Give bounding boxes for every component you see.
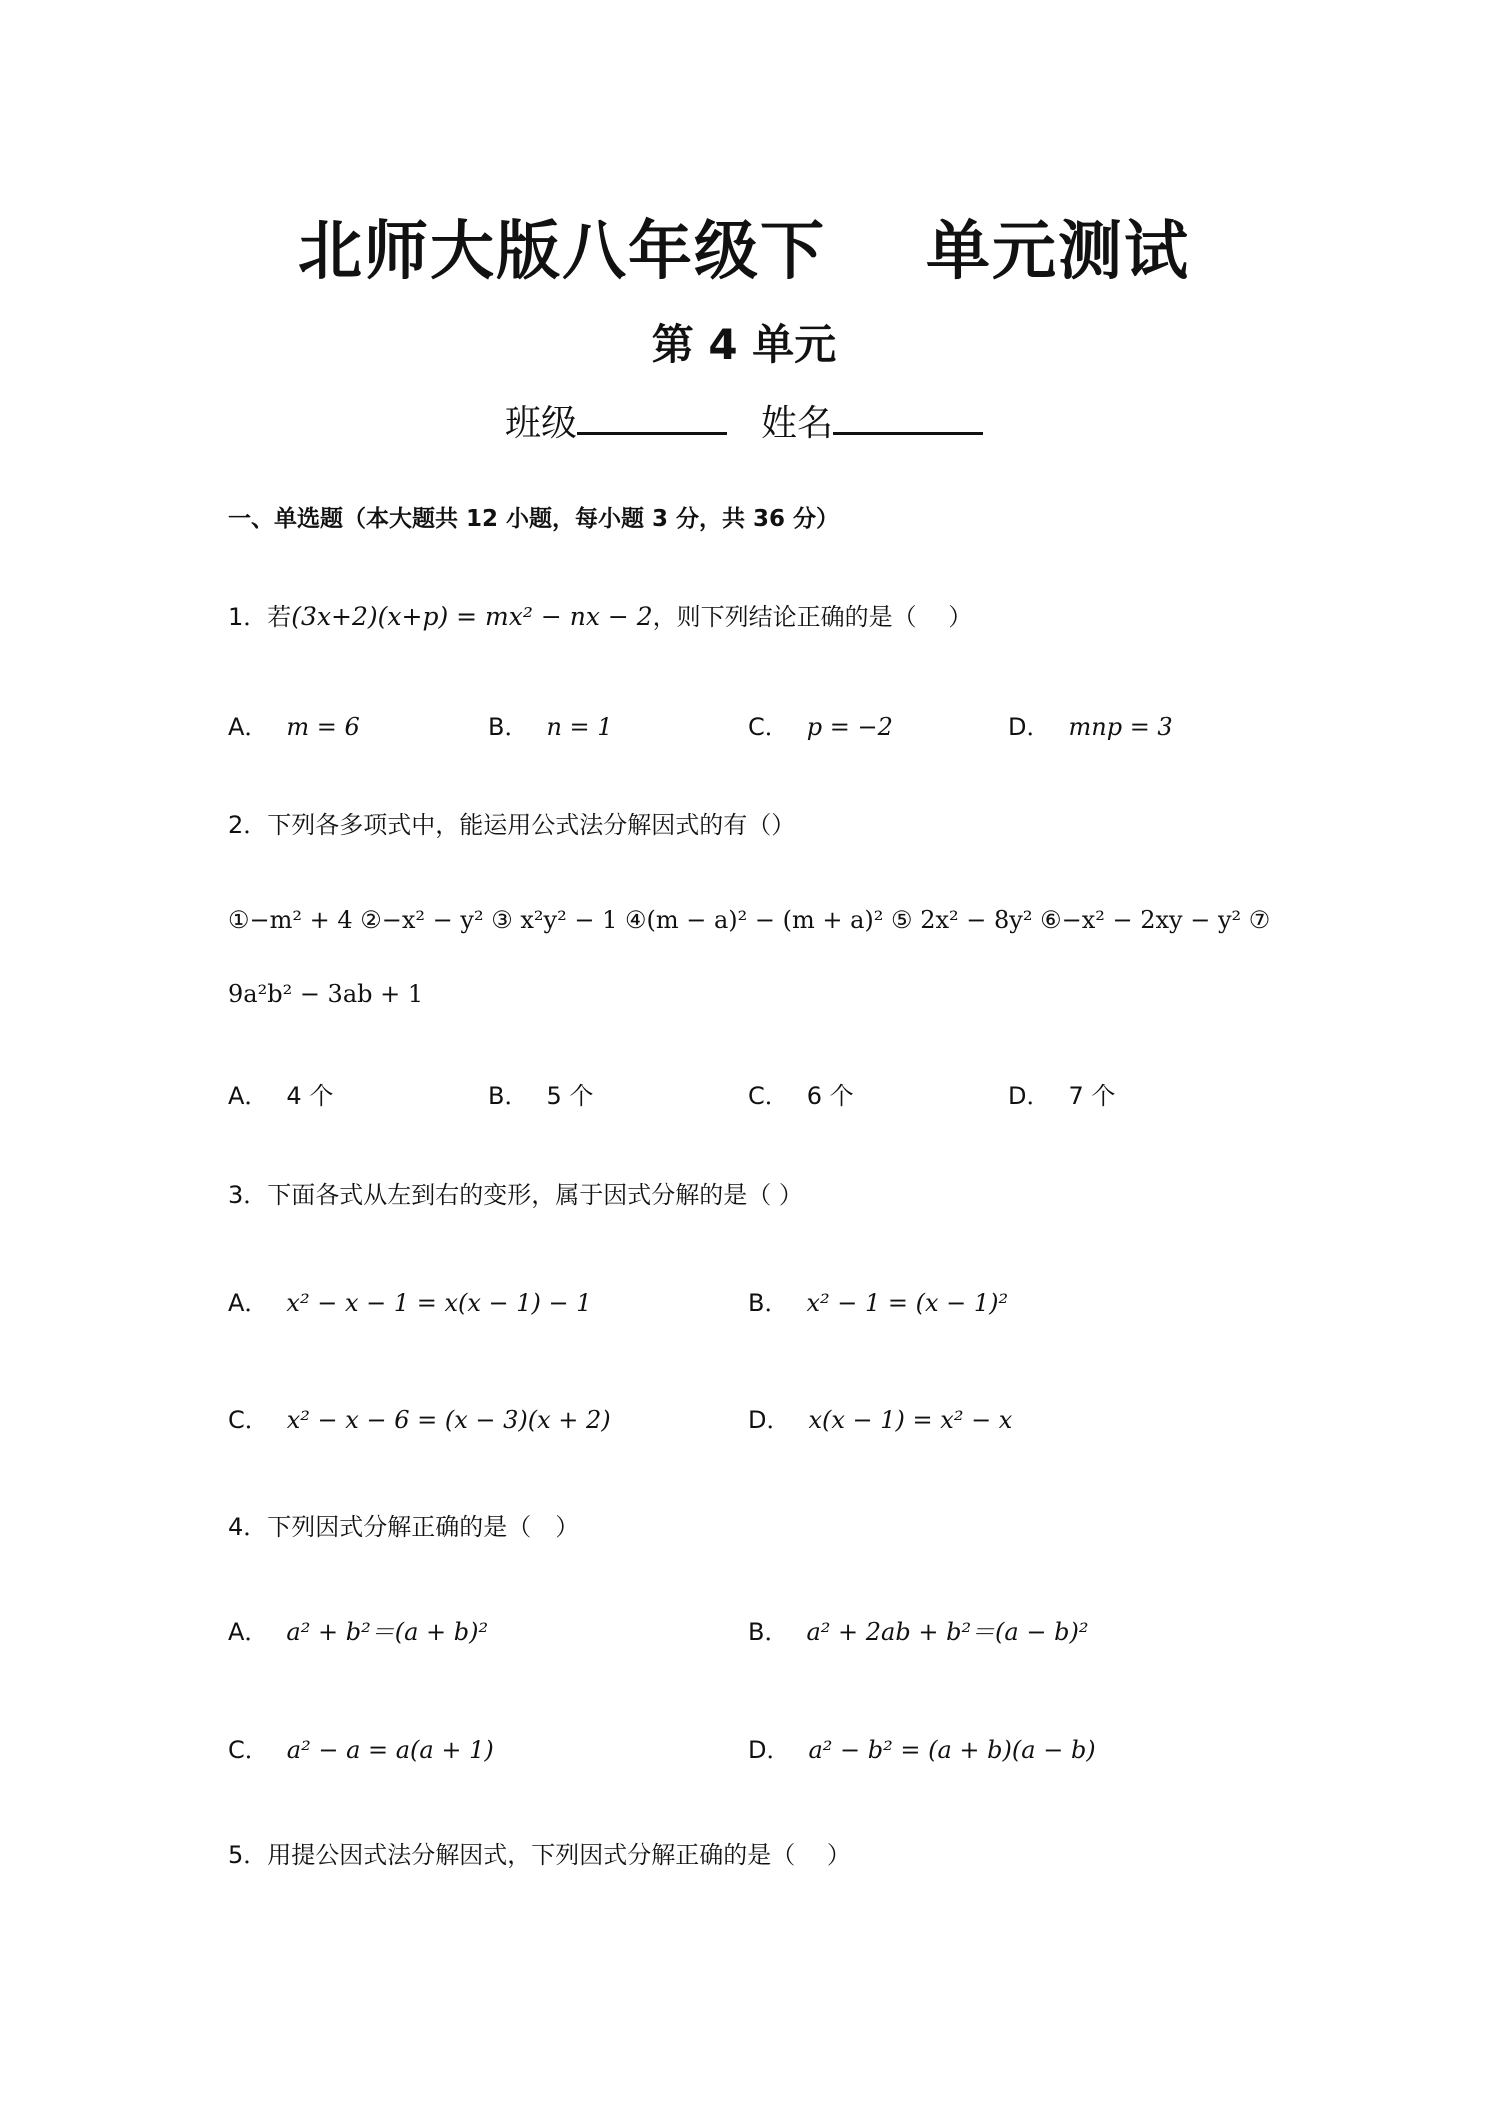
q1-option-c[interactable]	[748, 707, 893, 742]
question-2-stem	[228, 805, 795, 840]
question-3-stem	[228, 1175, 803, 1210]
question-5-stem	[228, 1835, 851, 1870]
title-part1: 北师大版八年级下	[298, 215, 826, 289]
option-text: 7 个	[1068, 1082, 1116, 1110]
question-text: 下列因式分解正确的是（ ）	[267, 1513, 580, 1541]
student-info-line	[0, 395, 1488, 446]
option-text: a² + 2ab + b²＝(a − b)²	[806, 1618, 1089, 1646]
q2-option-a[interactable]	[228, 1076, 333, 1111]
q4-option-d[interactable]	[748, 1730, 1096, 1765]
q2-option-b[interactable]	[488, 1076, 593, 1111]
q3-option-c[interactable]	[228, 1400, 611, 1435]
q3-option-b[interactable]	[748, 1283, 1008, 1318]
class-blank[interactable]	[577, 402, 727, 435]
option-label: A．	[228, 1082, 269, 1110]
name-blank[interactable]	[833, 402, 983, 435]
title-part2: 单元测试	[926, 215, 1190, 289]
q1-option-b[interactable]	[488, 707, 613, 742]
option-text: 5 个	[546, 1082, 594, 1110]
unit-subtitle: 第 4 单元	[651, 320, 837, 369]
option-label: A．	[228, 1289, 269, 1317]
q1-option-a[interactable]	[228, 707, 360, 742]
q3-option-a[interactable]	[228, 1283, 592, 1318]
option-label: C．	[748, 713, 789, 741]
option-text: x² − 1 = (x − 1)²	[806, 1289, 1009, 1317]
q1-option-d[interactable]	[1008, 707, 1173, 742]
question-number: 4．	[228, 1513, 268, 1541]
q4-option-b[interactable]	[748, 1612, 1088, 1647]
question-prefix: 若	[267, 603, 292, 631]
option-text: m = 6	[286, 713, 360, 741]
option-text: a² − a = a(a + 1)	[286, 1736, 494, 1764]
question-number: 2．	[228, 811, 268, 839]
question-4-stem	[228, 1507, 579, 1542]
question-math: (3x+2)(x+p) = mx² − nx − 2	[291, 602, 653, 631]
option-text: x² − x − 1 = x(x − 1) − 1	[286, 1289, 592, 1317]
question-number: 5．	[228, 1841, 268, 1869]
option-text: mnp = 3	[1068, 713, 1173, 741]
question-text: 下面各式从左到右的变形，属于因式分解的是（ ）	[267, 1181, 803, 1209]
page-title	[0, 200, 1488, 292]
option-text: 6 个	[806, 1082, 854, 1110]
q2-expression-line-2: 9a²b² − 3ab + 1	[228, 980, 424, 1008]
question-suffix: ，则下列结论正确的是（ ）	[652, 603, 973, 631]
q2-expression-line-1: ①−m² + 4 ②−x² − y² ③ x²y² − 1 ④(m − a)² − (m + a)² ⑤ 2x² − 8y² ⑥−x² − 2xy − y² ⑦	[228, 906, 1271, 934]
option-text: x(x − 1) = x² − x	[808, 1406, 1013, 1434]
option-label: D．	[1008, 1082, 1051, 1110]
option-text: p = −2	[806, 713, 893, 741]
question-1-stem	[228, 597, 972, 632]
q2-option-c[interactable]	[748, 1076, 854, 1111]
option-text: n = 1	[546, 713, 613, 741]
option-label: B．	[488, 713, 529, 741]
question-number: 1．	[228, 603, 268, 631]
question-text: 下列各多项式中，能运用公式法分解因式的有（）	[267, 811, 796, 839]
option-text: 4 个	[286, 1082, 334, 1110]
question-text: 用提公因式法分解因式，下列因式分解正确的是（ ）	[267, 1841, 851, 1869]
q3-option-d[interactable]	[748, 1400, 1012, 1435]
section-heading: 一、单选题（本大题共 12 小题，每小题 3 分，共 36 分）	[228, 506, 840, 532]
option-text: a² + b²＝(a + b)²	[286, 1618, 489, 1646]
name-label: 姓名	[761, 403, 834, 444]
option-label: A．	[228, 1618, 269, 1646]
class-label: 班级	[504, 403, 577, 444]
option-text: a² − b² = (a + b)(a − b)	[808, 1736, 1096, 1764]
option-label: C．	[228, 1406, 269, 1434]
option-label: D．	[748, 1406, 791, 1434]
option-label: B．	[488, 1082, 529, 1110]
q2-option-d[interactable]	[1008, 1076, 1115, 1111]
option-text: x² − x − 6 = (x − 3)(x + 2)	[286, 1406, 611, 1434]
q4-option-c[interactable]	[228, 1730, 494, 1765]
option-label: A．	[228, 713, 269, 741]
q4-option-a[interactable]	[228, 1612, 488, 1647]
option-label: D．	[748, 1736, 791, 1764]
option-label: C．	[228, 1736, 269, 1764]
option-label: B．	[748, 1618, 789, 1646]
option-label: C．	[748, 1082, 789, 1110]
question-number: 3．	[228, 1181, 268, 1209]
option-label: D．	[1008, 713, 1051, 741]
option-label: B．	[748, 1289, 789, 1317]
